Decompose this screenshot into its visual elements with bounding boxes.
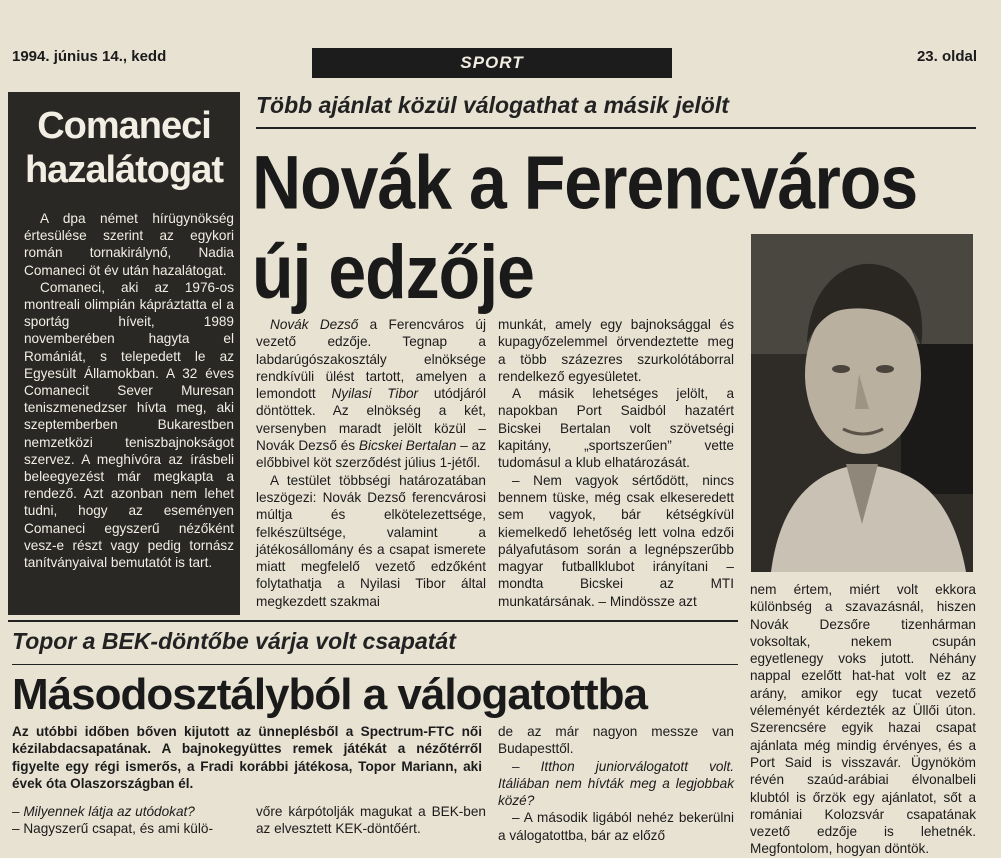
sidebar-title: Comaneci hazalátogat	[24, 105, 224, 191]
sidebar-body	[24, 210, 234, 571]
main-column-3: nem értem, miért volt ekkora különbség a szavazásnál, hiszen Novák Dezsőre tizenhárman voksoltak, nekem csupán egyetlenegy voks jutott. Néhány nappal ezelőtt hat-hat volt ez az arány, amikor egy tucat vezető véleményét kérdezték az Üllői úton. Szerencsére egyik hazai csapat ajánlata még mindig érvényes, és a Port Said is visszavár. Ügynököm révén szaúd-arábiai élvonalbeli klubtól is őrzök egy ajánlatot, sőt a romániai Kolozsvár csapatának vezető edzője is lehetnék. Megfontolom, hogyan döntök.	[750, 582, 976, 857]
second-column-1: – Milyennek látja az utódokat? – Nagyszerű csapat, és ami külö-	[12, 804, 213, 837]
issue-date: 1994. június 14., kedd	[12, 48, 167, 65]
portrait-photo	[751, 234, 973, 572]
kicker-rule	[256, 127, 976, 129]
second-kicker: Topor a BEK-döntőbe várja volt csapatát	[12, 628, 456, 654]
portrait-image	[751, 234, 973, 572]
second-headline: Másodosztályból a válogatottba	[12, 670, 647, 719]
sidebar-paragraph: Comaneci, aki az 1976-os montreali olimpián kápráztatta el a sportág híveit, 1989 novemberében hagyta el Romániát, s telepedett le az Egyesült Államokban. A 32 éves Comanecit Sever Muresan teniszmenedzser hívta meg, aki szeptemberben Bukarestben nemzetközi teniszbajnokságot szervez. A meghívóra az írásbeli beleegyezést már megkapta a rendező. Azt azonban nem lehet tudni, hogy az eseményen Comaneci egyszerű nézőként vesz-e részt vagy pedig tornász tanítványaival bemutatót is tart.	[24, 279, 234, 571]
section-banner: SPORT	[312, 48, 672, 78]
sidebar-paragraph: A dpa német hírügynökség értesülése szerint az egykori román tornakirálynő, Nadia Comaneci öt év után hazalátogat.	[24, 211, 234, 278]
main-headline: Novák a Ferencváros új edzője	[252, 140, 918, 315]
second-column-2: vőre kárpótolják magukat a BEK-ben az elvesztett KEK-döntőért.	[256, 804, 486, 837]
main-column-2: munkát, amely egy bajnoksággal és kupagyőzelemmel örvendeztette meg a több százezres szurkolótáborral rendelkező egyesületet. A másik lehetséges jelölt, a napokban Port Saidból hazatért Bicskei Bertalan volt szövetségi kapitány, „sportszerűen” vette tudomásul a klub elhatározását. – Nem vagyok sértődött, nincs bennem tüske, még csak elkeseredett sem vagyok, bár kétségkívül kiemelkedő lehetőség lett volna edzői pályafutásom során a legnépszerűbb magyar futballklubot irányítani – mondta Bicskei az MTI munkatársának. – Mindössze azt	[498, 317, 734, 609]
second-lead: Az utóbbi időben bőven kijutott az ünneplésből a Spectrum-FTC női kézilabdacsapatának. A bajnokegyüttes remek játékát a nézőtérről figyelte egy régi ismerős, a Fradi korábbi játékosa, Topor Mariann, aki évek óta Olaszországban él.	[12, 724, 482, 791]
sidebar-box	[8, 92, 240, 615]
article-divider	[8, 620, 738, 622]
second-kicker-rule	[12, 664, 738, 665]
main-kicker: Több ajánlat közül válogathat a másik jelölt	[256, 92, 729, 118]
main-column-1: Novák Dezső a Ferencváros új vezető edzője. Tegnap a labdarúgószakosztály elnöksége rendkívüli ülést tartott, amelyen a lemondott Nyilasi Tibor utódjáról döntöttek. Az elnökség a két, versenyben maradt jelölt közül – Novák Dezső és Bicskei Bertalan – az előbbivel köt szerződést július 1-jétől. A testület többségi határozatában leszögezi: Novák Dezső ferencvárosi múltja és elkötelezettsége, felkészültsége, valamint a játékosállomány és a csapat ismerete miatt megfelelő vezető edzőként folytathatja a Nyilasi Tibor által megkezdett szakmai	[256, 317, 486, 609]
second-column-3: de az már nagyon messze van Budapesttől. – Itthon juniorválogatott volt. Itáliában nem hívták meg a legjobbak közé? – A második ligából nehéz bekerülni a válogatottba, bár az előző	[498, 724, 734, 843]
page-number: 23. oldal	[916, 48, 977, 65]
